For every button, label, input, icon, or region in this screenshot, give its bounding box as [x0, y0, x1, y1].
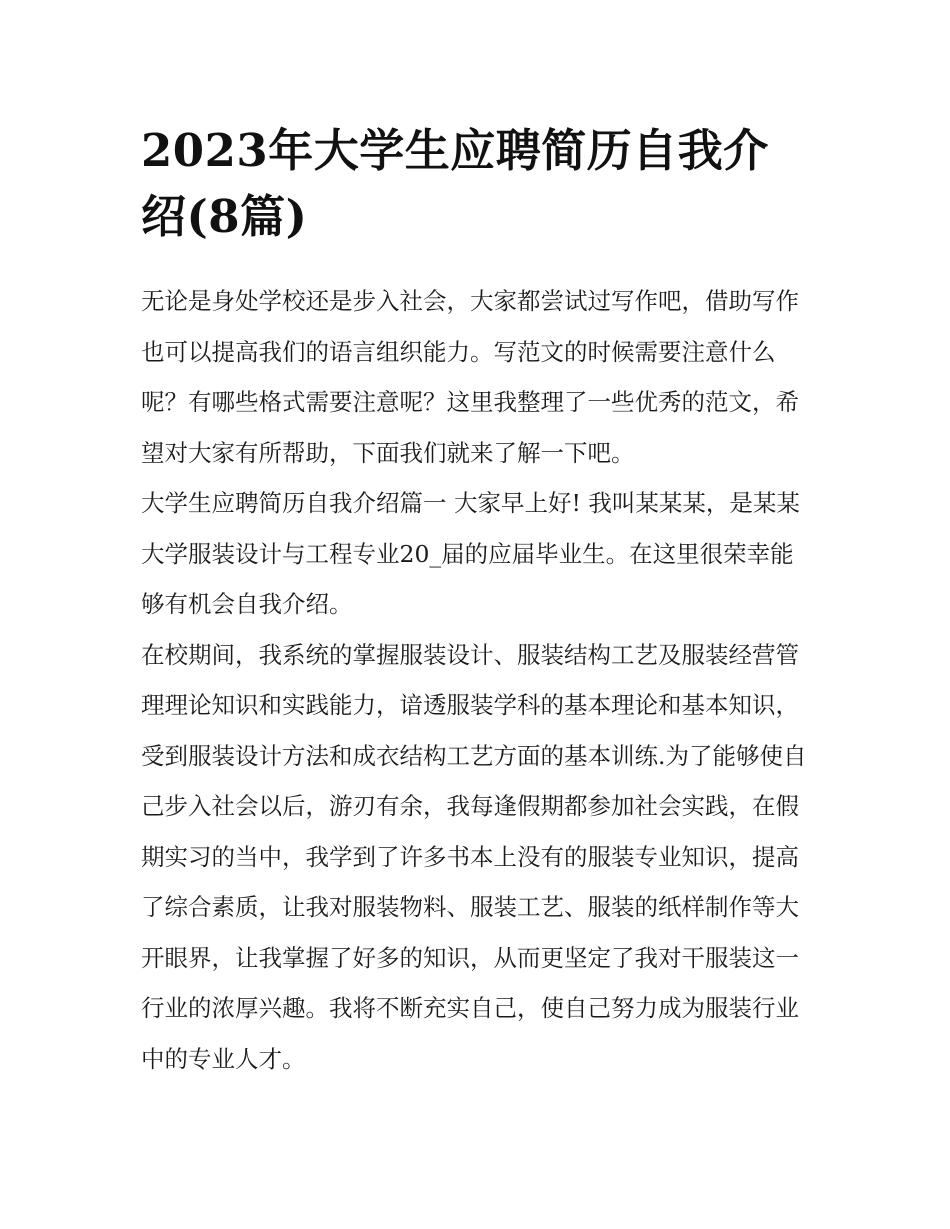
document-title: 2023年大学生应聘简历自我介绍(8篇) [141, 124, 769, 243]
document-page [141, 118, 813, 1084]
school-experience-paragraph: 在校期间，我系统的掌握服装设计、服装结构工艺及服装经营管理理论知识和实践能力，谙透服装学科的基本理论和基本知识，受到服装设计方法和成衣结构工艺方面的基本训练.为了能够使自己步入社会以后，游刃有余，我每逢假期都参加社会实践，在假期实习的当中，我学到了许多书本上没有的服装专业知识，提高了综合素质，让我对服装物料、服装工艺、服装的纸样制作等大开眼界，让我掌握了好多的知识，从而更坚定了我对干服装这一行业的浓厚兴趣。我将不断充实自己，使自己努力成为服装行业中的专业人才。 [141, 640, 807, 1073]
document-body [141, 276, 813, 1084]
intro-paragraph: 无论是身处学校还是步入社会，大家都尝试过写作吧，借助写作也可以提高我们的语言组织能力。写范文的时候需要注意什么呢？有哪些格式需要注意呢？这里我整理了一些优秀的范文，希望对大家有所帮助，下面我们就来了解一下吧。 [141, 287, 799, 467]
section-one-paragraph: 大学生应聘简历自我介绍篇一 大家早上好! 我叫某某某，是某某大学服装设计与工程专业20_届的应届毕业生。在这里很荣幸能够有机会自我介绍。 [141, 489, 800, 618]
